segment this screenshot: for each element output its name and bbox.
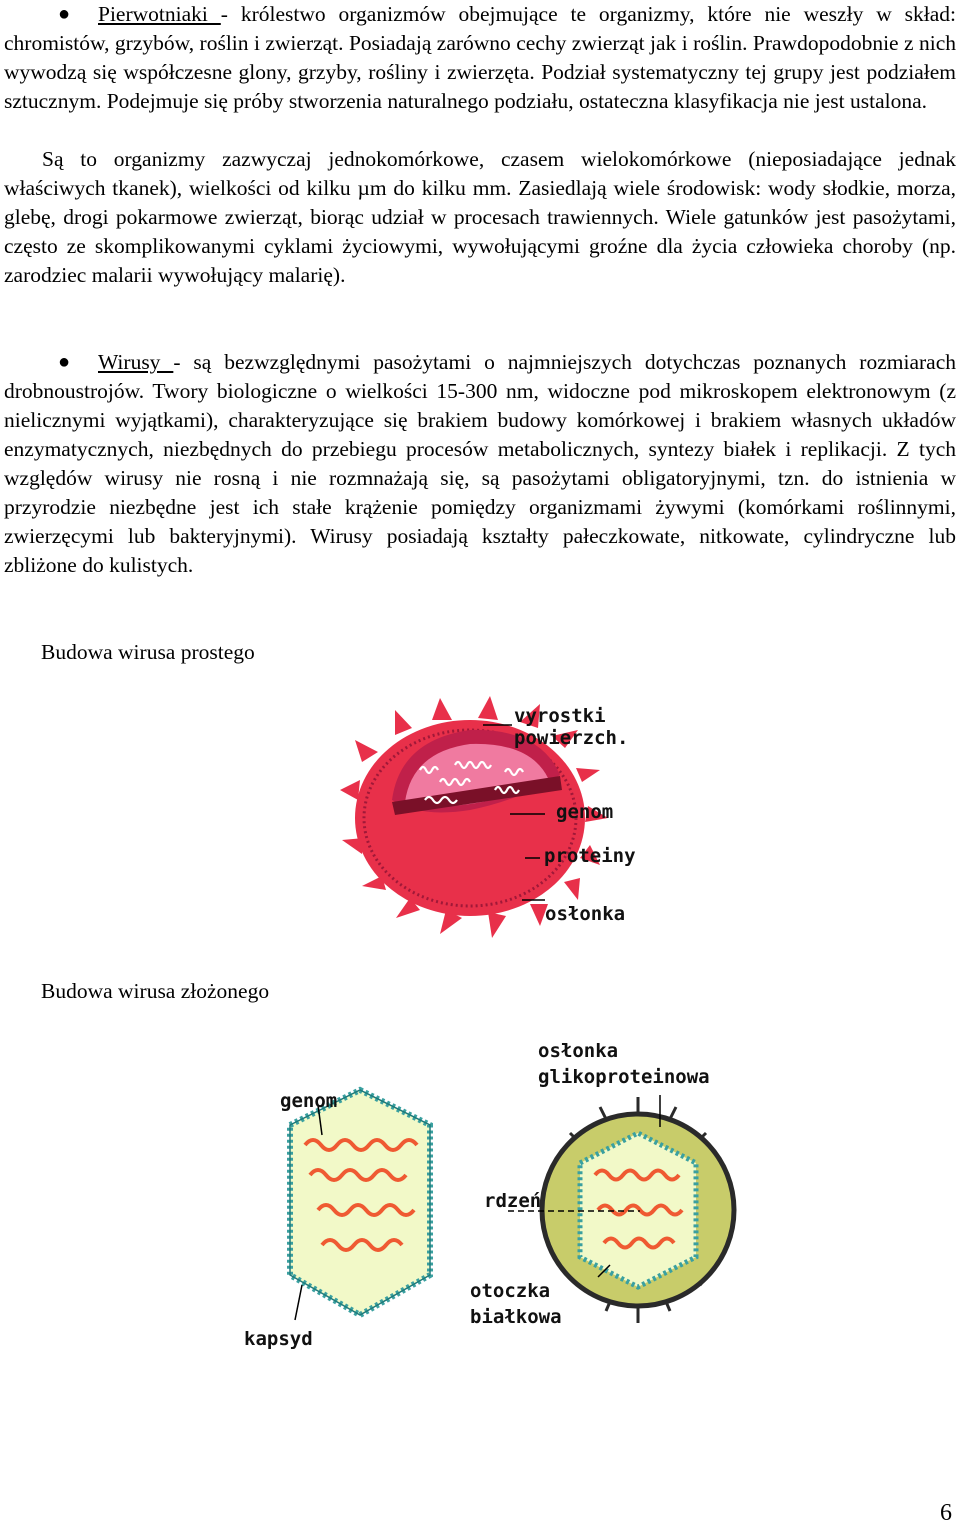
- paragraph-protozoa: [4, 0, 956, 116]
- label-shell-2: białkowa: [470, 1306, 562, 1328]
- label-shell-1: otoczka: [470, 1280, 551, 1302]
- label-envelope-1: osłonka: [538, 1040, 619, 1062]
- caption-complex-virus: Budowa wirusa złożonego: [41, 979, 270, 1003]
- label-genome-complex: genom: [280, 1090, 338, 1112]
- label-spikes-2: powierzch.: [514, 727, 629, 749]
- caption-simple-virus: Budowa wirusa prostego: [41, 640, 255, 664]
- paragraph-viruses: [4, 348, 956, 580]
- label-spikes-1: vyrostki: [514, 705, 606, 727]
- label-core: rdzeń: [484, 1190, 542, 1212]
- label-envelope-2: glikoproteinowa: [538, 1066, 710, 1088]
- complex-virus-diagram: [0, 1035, 960, 1365]
- capsid-hexagon: [290, 1090, 430, 1315]
- paragraph-protozoa-details: Są to organizmy zazwyczaj jednokomórkowe, czasem wielokomórkowe (nieposiadające jednak właściwych tkanek), wielkości od kilku µm do kilku mm. Zasiedlają wiele środowisk: wody słodkie, morza, glebę, drogi pokarmowe zwierząt, biorąc udział w procesach trawiennych. Wiele gatunków jest pasożytami, często ze skomplikowanymi cyklami życiowymi, wywołującymi groźne dla życia człowieka choroby (np. zarodziec malarii wywołujący malarię).: [4, 147, 956, 287]
- bullet-icon: ●: [58, 3, 71, 25]
- simple-virus-diagram: [0, 690, 960, 950]
- term-protozoa: Pierwotniaki: [98, 2, 221, 26]
- label-genome-simple: genom: [556, 801, 614, 823]
- label-capsid: kapsyd: [244, 1328, 313, 1350]
- label-proteins: proteiny: [544, 845, 636, 867]
- bullet-icon: ●: [58, 351, 71, 373]
- protozoa-definition: - królestwo organizmów obejmujące te organizmy, które nie weszły w skład: chromistów, grzybów, roślin i zwierząt. Posiadają zarówno cechy zwierząt jak i roślin. Prawdopodobnie z nich wywodzą się współczesne glony, grzyby, rośliny i zwierzęta. Podział systematyczny tej grupy jest podziałem sztucznym. Podejmuje się próby stworzenia naturalnego podziału, ostateczna klasyfikacja nie jest ustalona.: [4, 2, 957, 113]
- label-envelope-simple: osłonka: [545, 903, 626, 925]
- viruses-definition: - są bezwzględnymi pasożytami o najmniejszych dotychczas poznanych rozmiarach drobnoustrojów. Twory biologiczne o wielkości 15-300 nm, widoczne pod mikroskopem elektronowym (z nielicznymi wyjątkami), charakteryzujące się brakiem budowy komórkowej i brakiem własnych układów enzymatycznych, niezbędnych do przebiegu procesów metabolicznych, syntezy białek i replikacji. Z tych względów wirusy nie rosną i nie rozmnażają się, są pasożytami obligatoryjnymi, tzn. do istnienia w przyrodzie niezbędne jest ich stałe krążenie pomiędzy organizmami żywymi (komórkami roślinnymi, zwierzęcymi lub bakteryjnymi). Wirusy posiadają kształty pałeczkowate, nitkowate, cylindryczne lub zbliżone do kulistych.: [4, 350, 956, 577]
- page-number: 6: [940, 1500, 952, 1526]
- term-viruses: Wirusy: [98, 350, 174, 374]
